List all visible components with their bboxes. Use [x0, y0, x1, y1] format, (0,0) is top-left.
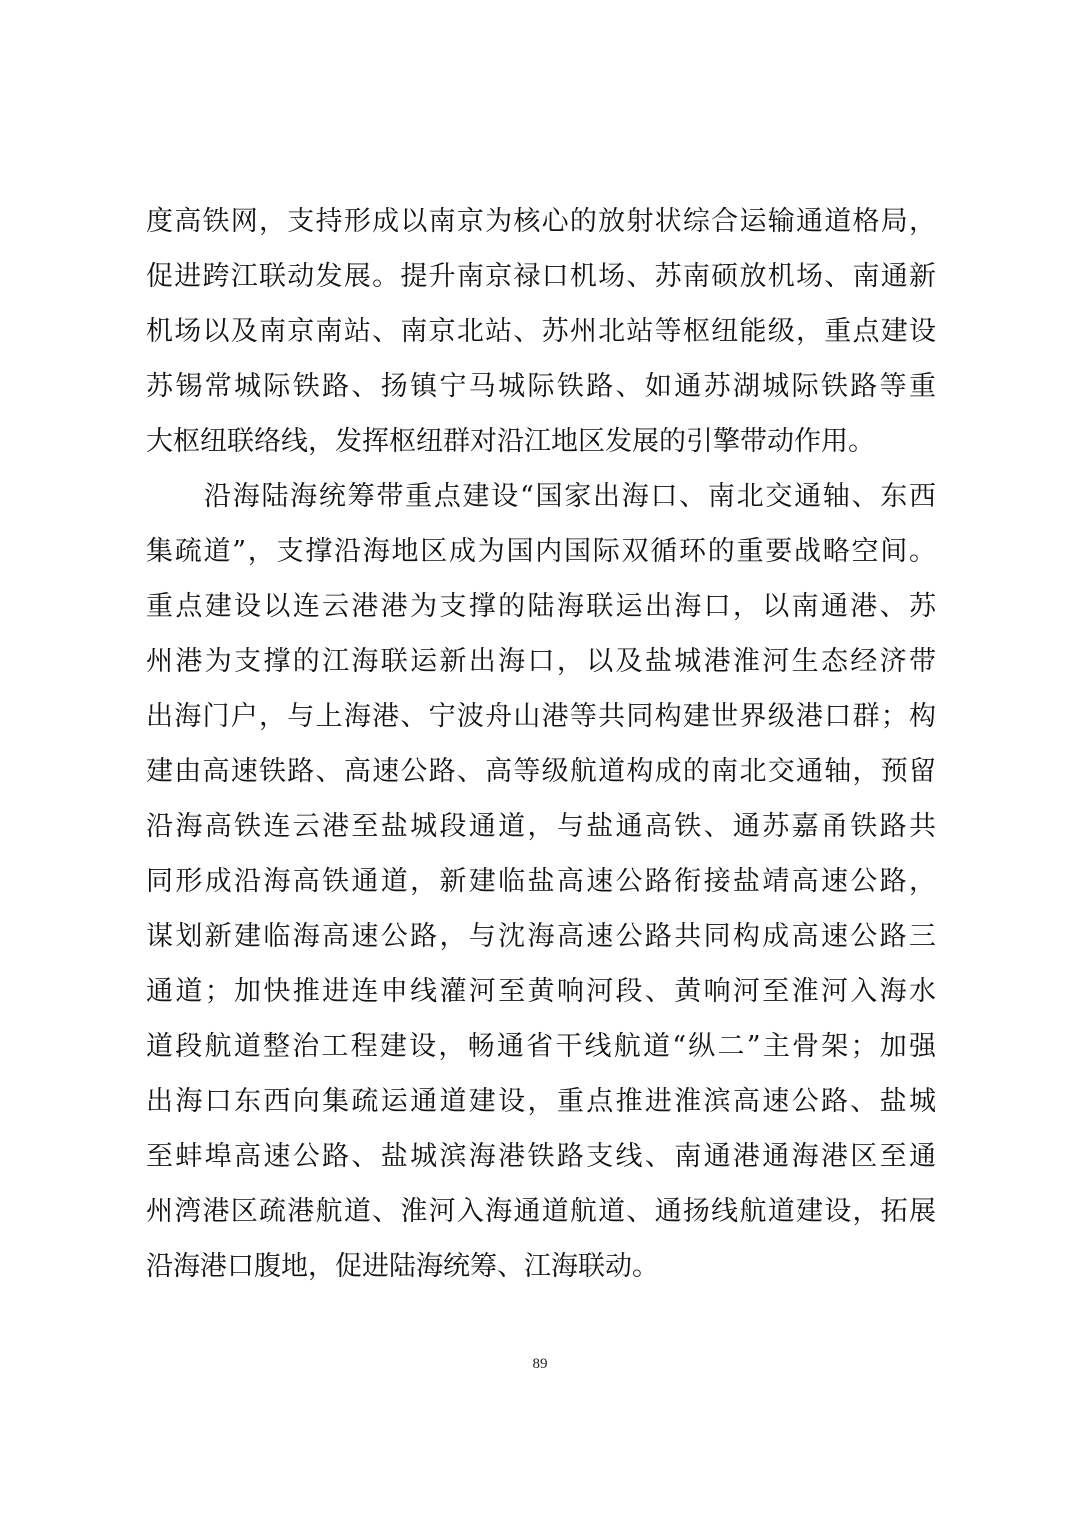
text-line: 度高铁网，支持形成以南京为核心的放射状综合运输通道格局，: [146, 206, 936, 237]
text-line: 出海门户，与上海港、宁波舟山港等共同构建世界级港口群；构: [146, 701, 936, 732]
text-line: 州港为支撑的江海联运新出海口，以及盐城港淮河生态经济带: [146, 646, 936, 677]
text-line: 谋划新建临海高速公路，与沈海高速公路共同构成高速公路三: [146, 921, 936, 952]
text-line: 沿海港口腹地，促进陆海统筹、江海联动。: [146, 1251, 659, 1282]
text-line: 道段航道整治工程建设，畅通省干线航道“纵二”主骨架；加强: [146, 1031, 936, 1062]
text-line: 至蚌埠高速公路、盐城滨海港铁路支线、南通港通海港区至通: [146, 1141, 936, 1172]
text-line: 大枢纽联络线，发挥枢纽群对沿江地区发展的引擎带动作用。: [146, 426, 875, 457]
text-line: 通道；加快推进连申线灌河至黄响河段、黄响河至淮河入海水: [146, 976, 936, 1007]
text-line: 集疏道”，支撑沿海地区成为国内国际双循环的重要战略空间。: [146, 536, 936, 567]
text-line: 促进跨江联动发展。提升南京禄口机场、苏南硕放机场、南通新: [146, 261, 936, 292]
text-line: 重点建设以连云港港为支撑的陆海联运出海口，以南通港、苏: [146, 591, 936, 622]
body-text: [146, 194, 936, 1294]
text-line: 机场以及南京南站、南京北站、苏州北站等枢纽能级，重点建设: [146, 316, 936, 347]
text-line: 沿海陆海统筹带重点建设“国家出海口、南北交通轴、东西: [204, 481, 936, 512]
text-line: 同形成沿海高铁通道，新建临盐高速公路衔接盐靖高速公路，: [146, 866, 936, 897]
page-number: 89: [532, 1356, 548, 1372]
text-line: 州湾港区疏港航道、淮河入海通道航道、通扬线航道建设，拓展: [146, 1196, 936, 1227]
text-line: 出海口东西向集疏运通道建设，重点推进淮滨高速公路、盐城: [146, 1086, 936, 1117]
text-line: 苏锡常城际铁路、扬镇宁马城际铁路、如通苏湖城际铁路等重: [146, 371, 936, 402]
text-line: 沿海高铁连云港至盐城段通道，与盐通高铁、通苏嘉甬铁路共: [146, 811, 936, 842]
text-line: 建由高速铁路、高速公路、高等级航道构成的南北交通轴，预留: [146, 756, 936, 787]
